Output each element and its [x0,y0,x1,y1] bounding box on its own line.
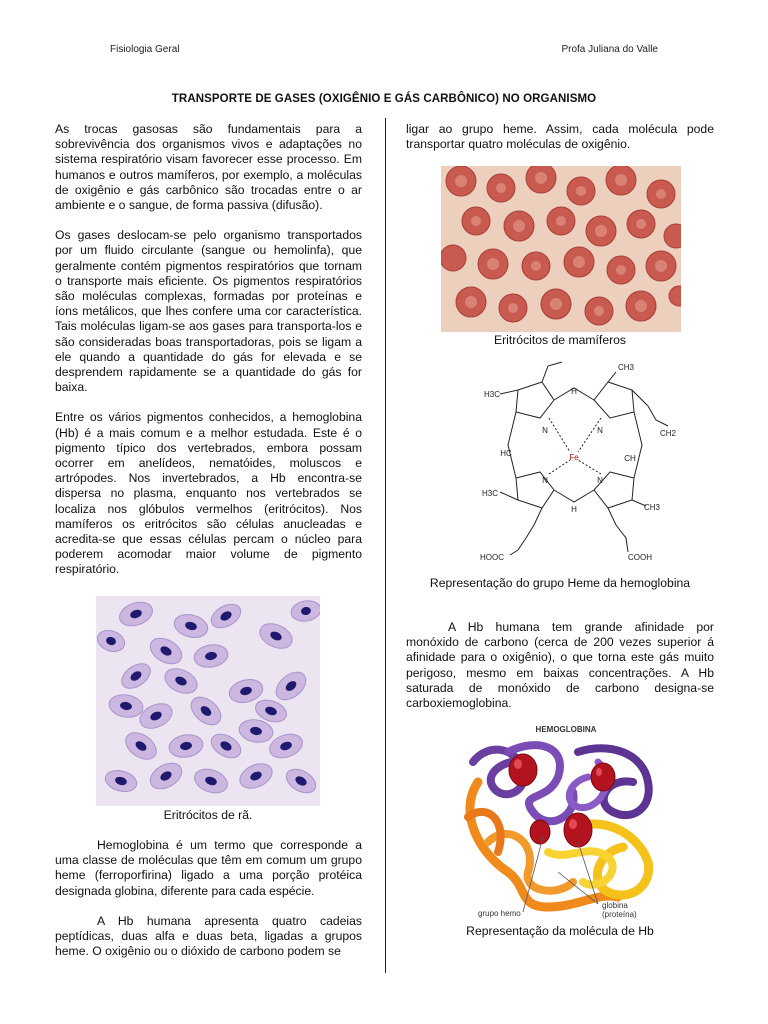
document-title: TRANSPORTE DE GASES (OXIGÊNIO E GÁS CARBÔNICO) NO ORGANISMO [171,93,597,105]
paragraph-gas-exchange: As trocas gasosas são fundamentais para a sobrevivência dos organismos vivos e adaptações no sistema respiratório visam favorecer esse processo. Em humanos e outros mamíferos, por exemplo, a moléculas de oxigênio e gás carbônico são trocadas entre o ar ambiente e o sangue, de forma passiva (difusão). [55,122,362,213]
heme-label-h3c-bottom: H3C [482,489,499,498]
paragraph-hemoglobin-definition: Hemoglobina é um termo que corresponde a uma classe de moléculas que têm em comum um grupo heme (ferroporfirina) ligado a uma porção protéica designada globina, diferente para cada espécie. [55,838,362,898]
paragraph-pigments: Entre os vários pigmentos conhecidos, a hemoglobina (Hb) é a mais comum e a melhor estudada. Este é o pigmento típico dos vertebrados, embora possam ocorrer em anelídeos, nematóides, moluscos e artrópodes. Nos invertebrados, a Hb encontra-se dispersa no plasma, enquanto nos vertebrados se localiza nos glóbulos vermelhos (eritrócitos). Nos mamíferos os eritrócitos são células anucleadas e acredita-se que essas células percam o núcleo para poderem acomodar maior volume de pigmento respiratório. [55,410,362,577]
right-column-top [406,122,714,152]
hb-label-heme: grupo hemo [478,909,521,918]
paragraph-gas-transport: Os gases deslocam-se pelo organismo transportados por um fluido circulante (sangue ou hemolinfa), que geralmente contém pigmentos respiratórios que tornam o transporte mais eficiente. Os pigmentos respiratórios são moléculas complexas, formadas por proteínas e íons metálicos, que lhes confere uma cor característica. Tais moléculas ligam-se aos gases para transporta-los e são consideradas boas transportadoras, pois se ligam a ele quando a quantidade do gás for elevada e se desprendem rapidamente se a quantidade do gás for baixa. [55,228,362,395]
frog-caption: Eritrócitos de rã. [163,808,253,822]
heme-label-n1: N [542,426,548,435]
heme-label-ch3-top: CH3 [618,363,635,372]
hb-label-globin: globina [602,901,628,910]
heme-label-h-bottom: H [571,505,577,514]
hb-caption: Representação da molécula de Hb [466,924,654,938]
heme-label-ch3-right: CH3 [644,503,661,512]
heme-label-h-top: H [571,387,577,396]
left-column-bottom [55,838,362,959]
heme-group-diagram [470,360,690,568]
header-course: Fisiologia Geral [110,44,180,55]
mammal-caption: Eritrócitos de mamíferos [493,333,627,347]
paragraph-heme-binding: ligar ao grupo heme. Assim, cada molécula pode transportar quatro moléculas de oxigênio. [406,122,714,152]
right-column-middle [406,620,714,711]
paragraph-human-hb: A Hb humana apresenta quatro cadeias peptídicas, duas alfa e duas beta, ligadas a grupos heme. O oxigênio ou o dióxido de carbono podem se [55,913,362,959]
heme-label-n3: N [542,476,548,485]
heme-label-ch: CH [624,454,636,463]
heme-label-ch2: CH2 [660,429,677,438]
hb-figure-title: HEMOGLOBINA [535,725,597,734]
heme-label-n4: N [597,476,603,485]
left-column-top [55,122,362,578]
header-teacher: Profa Juliana do Valle [561,44,658,55]
hb-label-globin-sub: (proteína) [602,910,637,919]
hemoglobin-molecule-figure [448,722,672,920]
frog-erythrocytes-image [96,596,320,806]
heme-label-n2: N [597,426,603,435]
mammal-erythrocytes-image [441,166,681,332]
heme-label-hooc: HOOC [480,553,504,562]
heme-label-h3c-top: H3C [484,390,501,399]
column-divider [385,118,386,973]
paragraph-carbon-monoxide: A Hb humana tem grande afinidade por monóxido de carbono (cerca de 200 vezes superior á afinidade para o oxigênio), o que torna este gás muito perigoso, mesmo em baixas concentrações. A Hb saturada de monóxido de carbono designa-se carboxiemoglobina. [406,620,714,711]
heme-label-cooh: COOH [628,553,652,562]
heme-caption: Representação do grupo Heme da hemoglobina [429,576,691,590]
heme-label-fe: Fe [569,453,579,462]
heme-label-hc: HC [500,449,512,458]
